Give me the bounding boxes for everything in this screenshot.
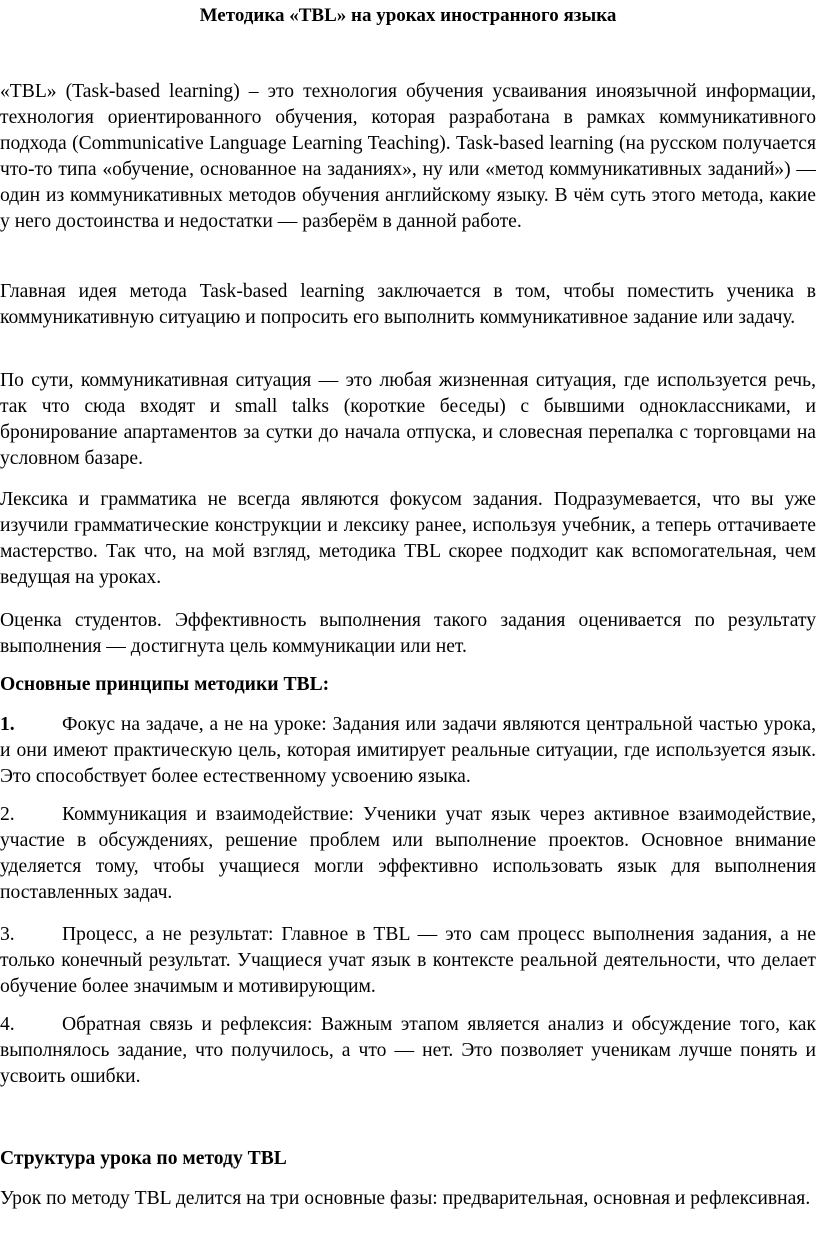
principle-text: Коммуникация и взаимодействие: Ученики учат язык через активное взаимодействие, участие в обсуждениях, решение проблем или выполнение проектов. Основное внимание уделяется тому, чтобы учащиеся могли эффективно использовать язык для выполнения поставленных задач. xyxy=(0,804,816,903)
assessment-paragraph: Оценка студентов. Эффективность выполнения такого задания оценивается по результату выполнения — достигнута цель коммуникации или нет. xyxy=(0,610,816,657)
principle-number: 4. xyxy=(0,1014,15,1035)
structure-heading: Структура урока по методу TBL xyxy=(0,1148,287,1169)
principle-item-4 xyxy=(0,1012,816,1090)
principles-heading: Основные принципы методики TBL: xyxy=(0,674,330,695)
intro-paragraph: «TBL» (Task-based learning) – это технология обучения усваивания иноязычной информации, технология ориентированного обучения, которая разработана в рамках коммуникативного подхода (Communicative Language Learning Teaching). Task-based learning (на русском получается что-то типа «обучение, основанное на заданиях», ну или «метод коммуникативных заданий») — один из коммуникативных методов обучения английскому языку. В чём суть этого метода, какие у него достоинства и недостатки — разберём в данной работе. xyxy=(0,81,816,232)
situation-paragraph: По сути, коммуникативная ситуация — это любая жизненная ситуация, где используется речь, так что сюда входят и small talks (короткие беседы) с бывшими одноклассниками, и бронирование апартаментов за сутки до начала отпуска, и словесная перепалка с торговцами на условном базаре. xyxy=(0,370,816,469)
principle-item-3 xyxy=(0,922,816,1000)
principle-text: Обратная связь и рефлексия: Важным этапом является анализ и обсуждение того, как выполнялось задание, что получилось, а что — нет. Это позволяет ученикам лучше понять и усвоить ошибки. xyxy=(0,1014,816,1087)
principle-number: 3. xyxy=(0,924,15,945)
structure-paragraph: Урок по методу TBL делится на три основные фазы: предварительная, основная и рефлексивная. xyxy=(0,1188,811,1209)
lexis-paragraph: Лексика и грамматика не всегда являются фокусом задания. Подразумевается, что вы уже изучили грамматические конструкции и лексику ранее, используя учебник, а теперь оттачиваете мастерство. Так что, на мой взгляд, методика TBL скорее подходит как вспомогательная, чем ведущая на уроках. xyxy=(0,489,816,588)
principle-number: 1. xyxy=(0,714,15,735)
page-title: Методика «TBL» на уроках иностранного языка xyxy=(199,5,617,26)
main-idea-paragraph: Главная идея метода Task-based learning заключается в том, чтобы поместить ученика в коммуникативную ситуацию и попросить его выполнить коммуникативное задание или задачу. xyxy=(0,281,816,328)
principle-item-2 xyxy=(0,802,816,906)
principle-text: Процесс, а не результат: Главное в TBL — это сам процесс выполнения задания, а не только конечный результат. Учащиеся учат язык в контексте реальной деятельности, что делает обучение более значимым и мотивирующим. xyxy=(0,924,816,997)
principle-item-1 xyxy=(0,712,816,790)
principle-text: Фокус на задаче, а не на уроке: Задания или задачи являются центральной частью урока, и они имеют практическую цель, которая имитирует реальные ситуации, где используется язык. Это способствует более естественному усвоению языка. xyxy=(0,714,816,787)
principle-number: 2. xyxy=(0,804,15,825)
